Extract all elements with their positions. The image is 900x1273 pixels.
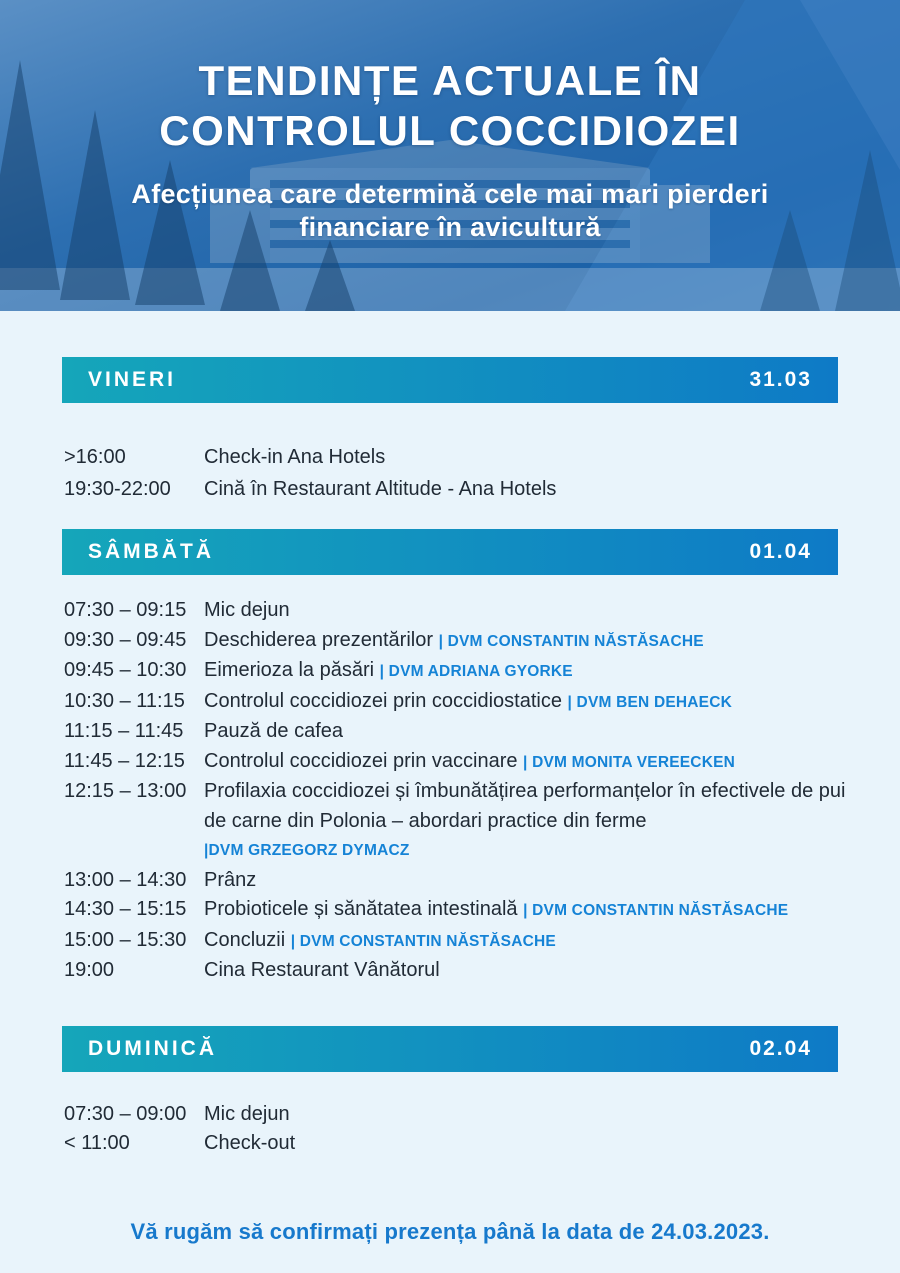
page-subtitle-line1: Afecțiunea care determină cele mai mari pierderi [131,179,769,209]
schedule-time: 07:30 – 09:15 [64,599,187,621]
schedule-row [64,596,864,626]
page-title-line1: TENDINȚE ACTUALE ÎN [198,57,702,104]
schedule-entry [204,895,864,926]
header-banner [0,0,900,311]
schedule-entry [204,687,864,718]
schedule-title-text: Cina Restaurant Vânătorul [204,959,440,981]
day-date: 01.04 [749,540,812,563]
schedule-speaker: | DVM CONSTANTIN NĂSTĂSACHE [523,902,789,919]
section-rows [62,1072,864,1159]
page-title [0,56,900,156]
schedule-row [64,777,864,866]
schedule-time: >16:00 [64,446,126,468]
schedule-title-text: Mic dejun [204,1102,290,1125]
schedule-row [64,656,864,687]
day-header-bar [62,1026,838,1072]
schedule-entry [204,1100,864,1130]
schedule-section [62,529,846,1026]
schedule-row [64,1129,864,1159]
schedule-title-text: Profilaxia coccidiozei și îmbunătățirea performanțelor în efectivele de pui de carne din Polonia – abordari practice din ferme [204,780,846,832]
schedule-entry [204,747,864,778]
schedule-title-text: Concluzii [204,928,286,951]
day-label: SÂMBĂTĂ [88,540,214,563]
schedule-row [64,895,864,926]
schedule-title-text: Pauză de cafea [204,720,343,742]
schedule-speaker: | DVM MONITA VEREECKEN [523,753,736,771]
schedule-entry [204,1129,864,1159]
day-date: 31.03 [749,368,812,391]
schedule-row [64,717,864,747]
schedule-row [64,473,864,505]
schedule-title-text: Prânz [204,868,257,891]
schedule-time: 19:00 [64,959,115,981]
schedule-time: 14:30 – 15:15 [64,898,187,920]
section-rows [62,575,864,1026]
schedule-entry [204,956,864,986]
schedule-title-text: Cină în Restaurant Altitude - Ana Hotels [204,478,557,500]
schedule-title-text: Probioticele și sănătatea intestinală [204,898,518,920]
day-header-bar [62,529,838,575]
schedule-entry [204,656,864,687]
schedule-time: 09:45 – 10:30 [64,659,187,681]
schedule-row [64,747,864,778]
schedule-time: 15:00 – 15:30 [64,928,187,951]
section-rows [62,403,864,529]
schedule-speaker: | DVM CONSTANTIN NĂSTĂSACHE [438,632,704,650]
schedule-time: 07:30 – 09:00 [64,1102,187,1125]
schedule-section [62,357,838,529]
schedule-title-text: Controlul coccidiozei prin coccidiostatice [204,689,562,712]
schedule-entry [204,777,864,866]
schedule-title-text: Check-out [204,1132,296,1154]
schedule-row [64,687,864,718]
page-subtitle [0,178,900,244]
schedule-title-text: Deschiderea prezentărilor [204,628,434,651]
schedule-entry [204,626,864,657]
schedule-section [62,1026,838,1159]
schedule-time: 11:15 – 11:45 [64,720,184,742]
schedule-entry [204,926,864,957]
page-title-line2: CONTROLUL COCCIDIOZEI [159,107,741,154]
schedule-row [64,866,864,896]
confirmation-note: Vă rugăm să confirmați prezența până la data de 24.03.2023. [130,1218,770,1244]
schedule-speaker: | DVM BEN DEHAECK [567,693,732,711]
schedule-sections [0,357,900,1159]
schedule-row [64,1100,864,1130]
schedule-entry [204,441,864,473]
schedule-row [64,626,864,657]
schedule-entry [204,866,864,896]
schedule-speaker: | DVM CONSTANTIN NĂSTĂSACHE [290,932,556,950]
schedule-time: 10:30 – 11:15 [64,689,185,712]
schedule-speaker: |DVM GRZEGORZ DYMACZ [204,842,410,859]
schedule-row [64,441,864,473]
schedule-title-text: Check-in Ana Hotels [204,446,386,468]
schedule-entry [204,717,864,747]
page-subtitle-line2: financiare în avicultură [299,212,601,242]
day-header-bar [62,357,838,403]
day-label: DUMINICĂ [88,1036,217,1060]
schedule-time: 13:00 – 14:30 [64,868,187,891]
header-content [0,0,900,244]
day-label: VINERI [88,368,177,391]
schedule-entry [204,596,864,626]
schedule-title-text: Eimerioza la păsări [204,659,375,681]
schedule-title-text: Controlul coccidiozei prin vaccinare [204,749,518,772]
day-date: 02.04 [749,1036,812,1060]
schedule-time: 09:30 – 09:45 [64,628,187,651]
schedule-time: 11:45 – 12:15 [64,749,185,772]
schedule-row [64,926,864,957]
schedule-time: 19:30-22:00 [64,478,171,500]
schedule-entry [204,473,864,505]
schedule-title-text: Mic dejun [204,599,290,621]
schedule-time: 12:15 – 13:00 [64,780,187,802]
schedule-time: < 11:00 [64,1132,130,1154]
schedule-row [64,956,864,986]
schedule-speaker: | DVM ADRIANA GYORKE [379,663,573,680]
